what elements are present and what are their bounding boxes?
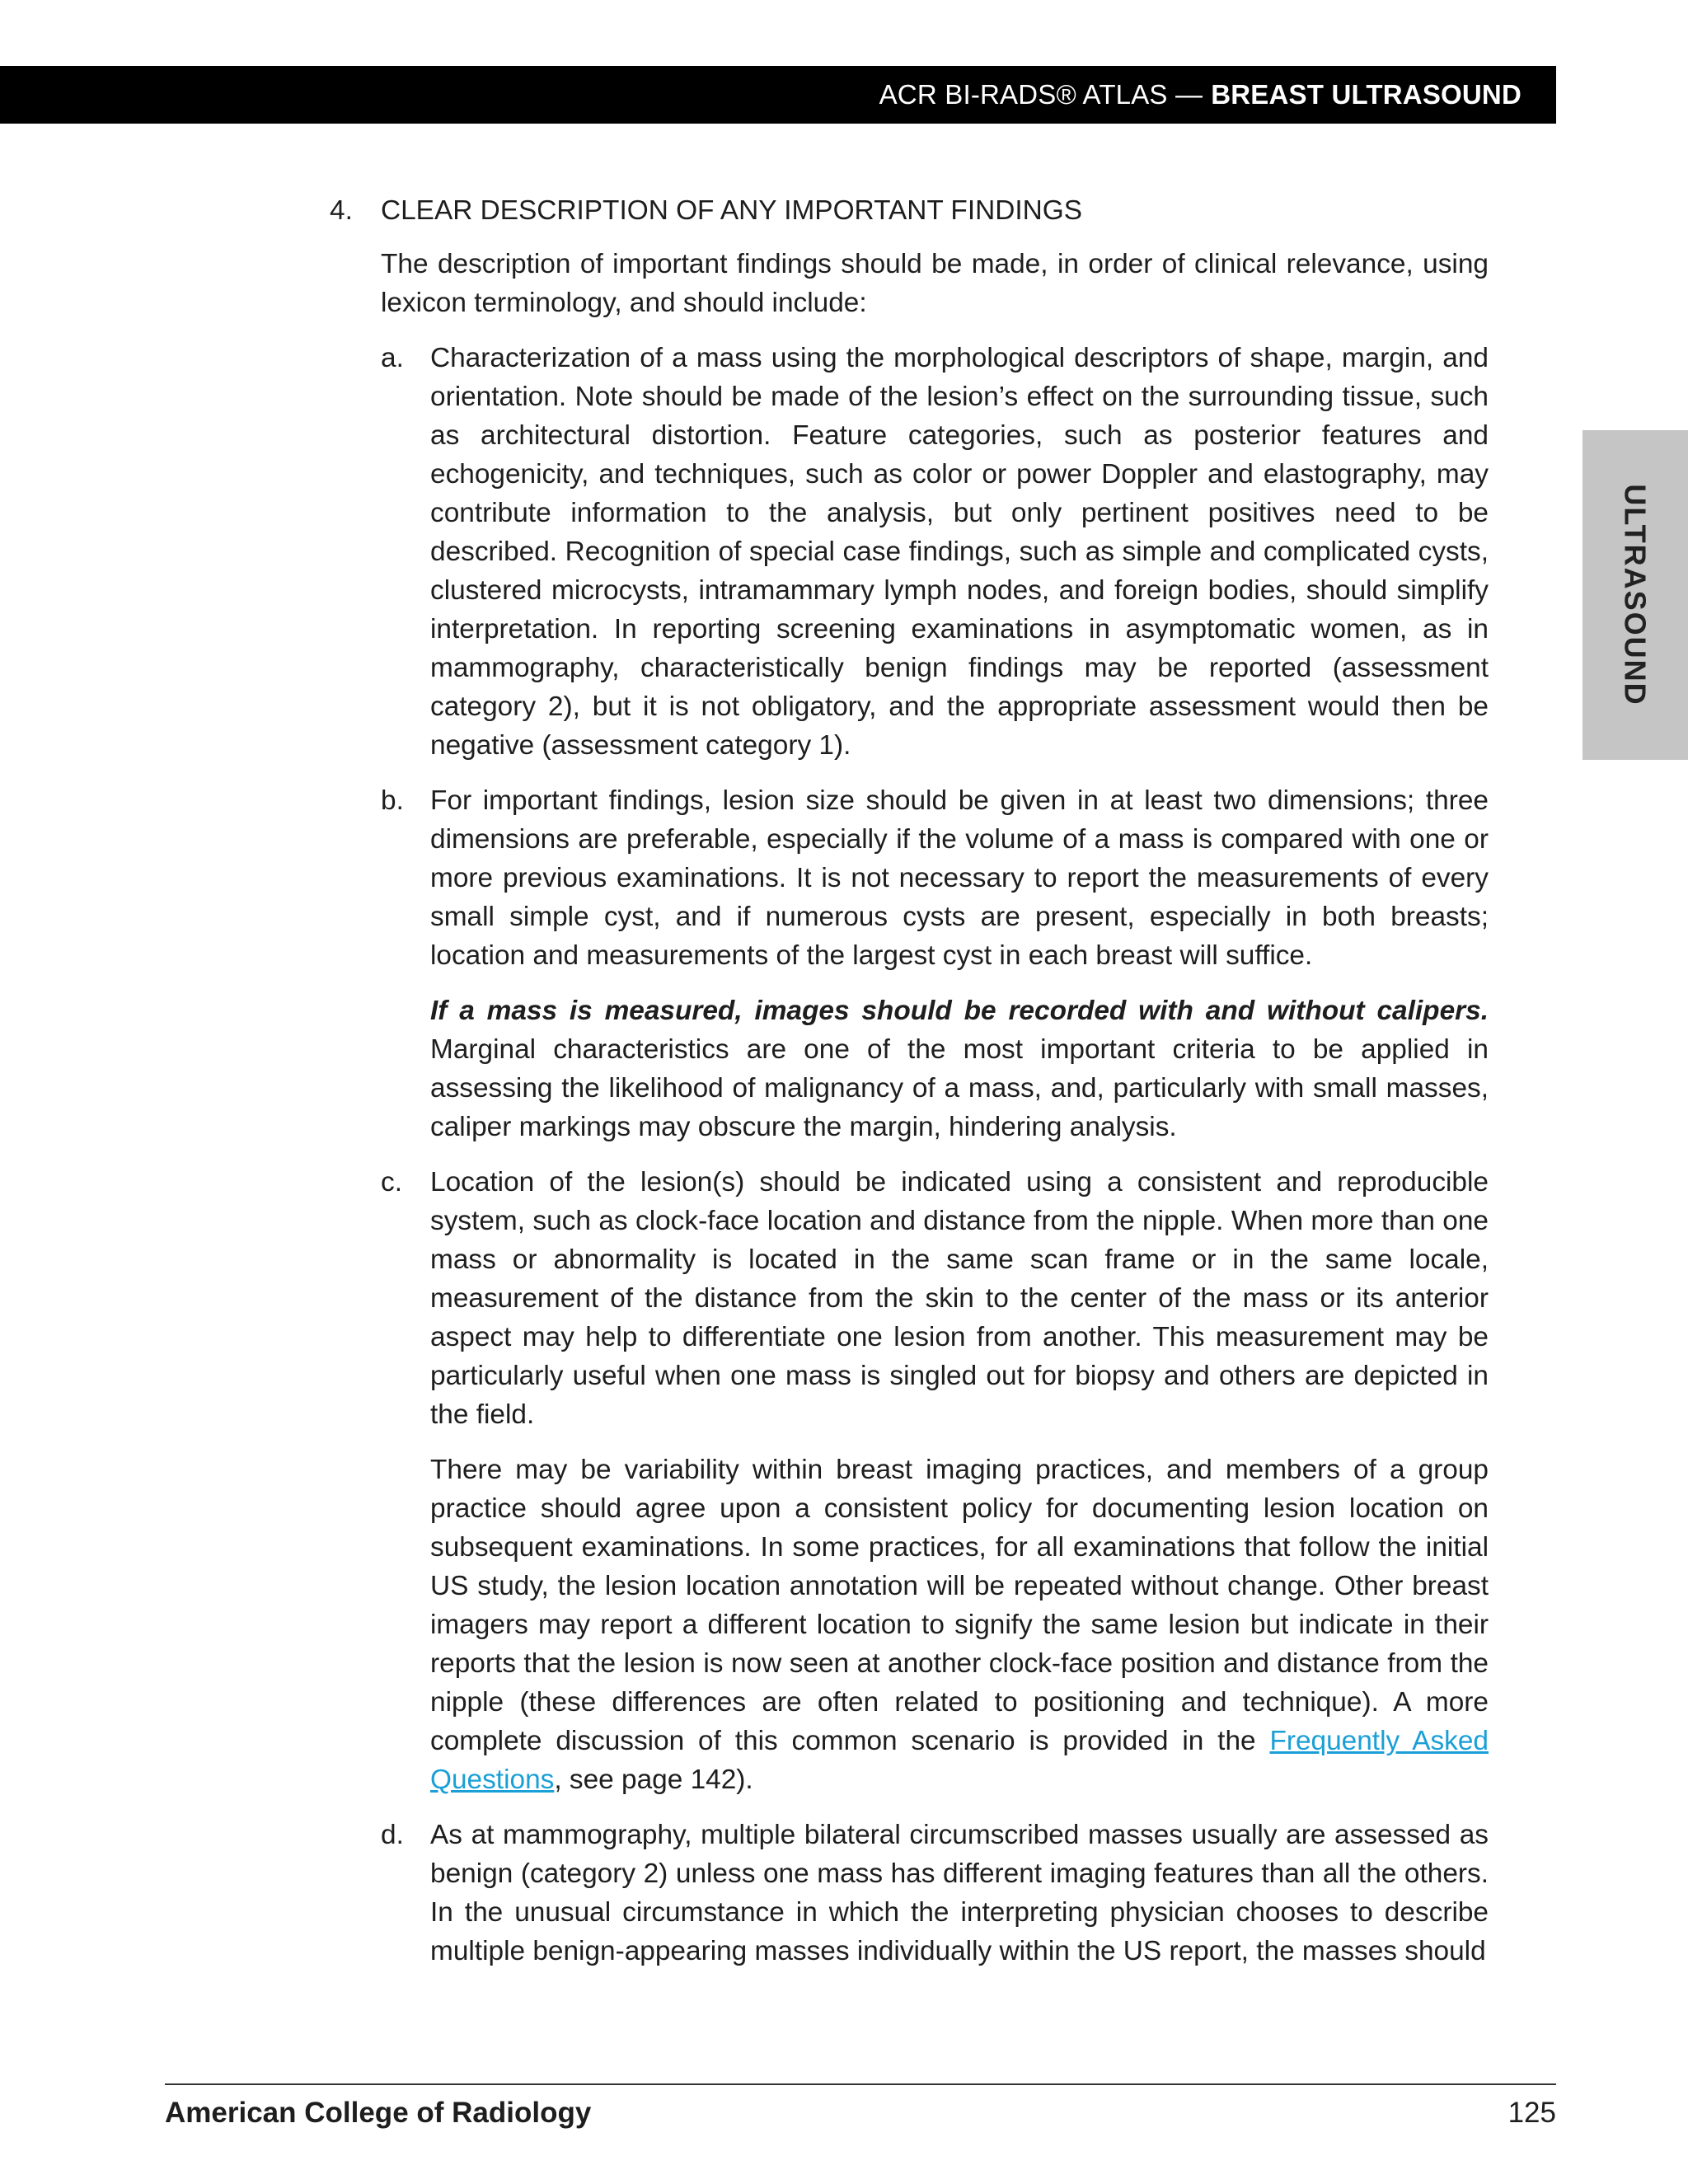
page-body: [330, 191, 1489, 1987]
calipers-emphasis: If a mass is measured, images should be recorded with and without calipers.: [430, 996, 1489, 1026]
list-item-continuation-end: , see page 142).: [554, 1765, 753, 1795]
list-item-c: [330, 1163, 1489, 1799]
section-heading: [330, 191, 1489, 230]
header-title-bold: BREAST ULTRASOUND: [1211, 79, 1522, 110]
side-tab-label: ULTRASOUND: [1619, 484, 1653, 706]
section-side-tab: [1582, 430, 1688, 760]
section-heading-text: CLEAR DESCRIPTION OF ANY IMPORTANT FINDINGS: [381, 195, 1082, 226]
footer-publisher: American College of Radiology: [165, 2097, 592, 2129]
list-item-paragraph-2: [430, 991, 1489, 1146]
section-intro: The description of important findings should be made, in order of clinical relevance, using lexicon terminology, and should include:: [381, 249, 1489, 318]
list-item-letter: c.: [381, 1167, 402, 1197]
list-item-d: [330, 1816, 1489, 1971]
list-item-continuation: Marginal characteristics are one of the most important criteria to be applied in assessing the likelihood of malignancy of a mass, and, particularly with small masses, caliper markings may obscure the margin, hindering analysis.: [430, 1034, 1489, 1142]
list-item-paragraph-2: [430, 1451, 1489, 1799]
list-item-text: As at mammography, multiple bilateral circumscribed masses usually are assessed as benign (category 2) unless one mass has different imaging features than all the others. In the unusual circumstance in which the interpreting physician chooses to describe multiple benign-appearing masses individually within the US report, the masses should: [430, 1820, 1489, 1966]
list-item-letter: d.: [381, 1820, 404, 1850]
list-item-letter: b.: [381, 785, 404, 816]
section-number: 4.: [330, 195, 353, 226]
list-item-text: Location of the lesion(s) should be indicated using a consistent and reproducible system, such as clock-face location and distance from the nipple. When more than one mass or abnormality is located in the same scan frame or in the same locale, measurement of the distance from the skin to the center of the mass or its anterior aspect may help to differentiate one lesion from another. This measurement may be particularly useful when one mass is singled out for biopsy and others are depicted in the field.: [430, 1167, 1489, 1430]
faq-link[interactable]: Frequently Asked Questions: [430, 1726, 1489, 1795]
running-header: [0, 66, 1556, 124]
list-item-text: Characterization of a mass using the morphological descriptors of shape, margin, and orientation. Note should be made of the lesion’s effect on the surrounding tissue, such as architectural distortion. Feature categories, such as posterior features and echogenicity, and techniques, such as color or power Doppler and elastography, may contribute information to the analysis, but only pertinent positives need to be described. Recognition of special case findings, such as simple and complicated cysts, clustered microcysts, intramammary lymph nodes, and foreign bodies, should simplify interpretation. In reporting screening examinations in asymptomatic women, as in mammography, characteristically benign findings may be reported (assessment category 2), but it is not obligatory, and the appropriate assessment would then be negative (assessment category 1).: [430, 343, 1489, 761]
list-item-a: [330, 339, 1489, 765]
list-item-text: For important findings, lesion size should be given in at least two dimensions; three dimensions are preferable, especially if the volume of a mass is compared with one or more previous examinations. It is not necessary to report the measurements of every small simple cyst, and if numerous cysts are present, especially in both breasts; location and measurements of the largest cyst in each breast will suffice.: [430, 785, 1489, 971]
page-number: 125: [1507, 2097, 1556, 2129]
list-item-letter: a.: [381, 343, 404, 373]
footer-divider: [165, 2083, 1556, 2085]
list-item-continuation: There may be variability within breast imaging practices, and members of a group practice should agree upon a consistent policy for documenting lesion location on subsequent examinations. In some practices, for all examinations that follow the initial US study, the lesion location annotation will be repeated without change. Other breast imagers may report a different location to signify the same lesion but indicate in their reports that the lesion is now seen at another clock-face position and distance from the nipple (these differences are often related to positioning and technique). A more complete discussion of this common scenario is provided in the: [430, 1455, 1489, 1756]
list-item-b: [330, 781, 1489, 1146]
header-title-prefix: ACR BI-RADS® ATLAS —: [879, 79, 1203, 110]
